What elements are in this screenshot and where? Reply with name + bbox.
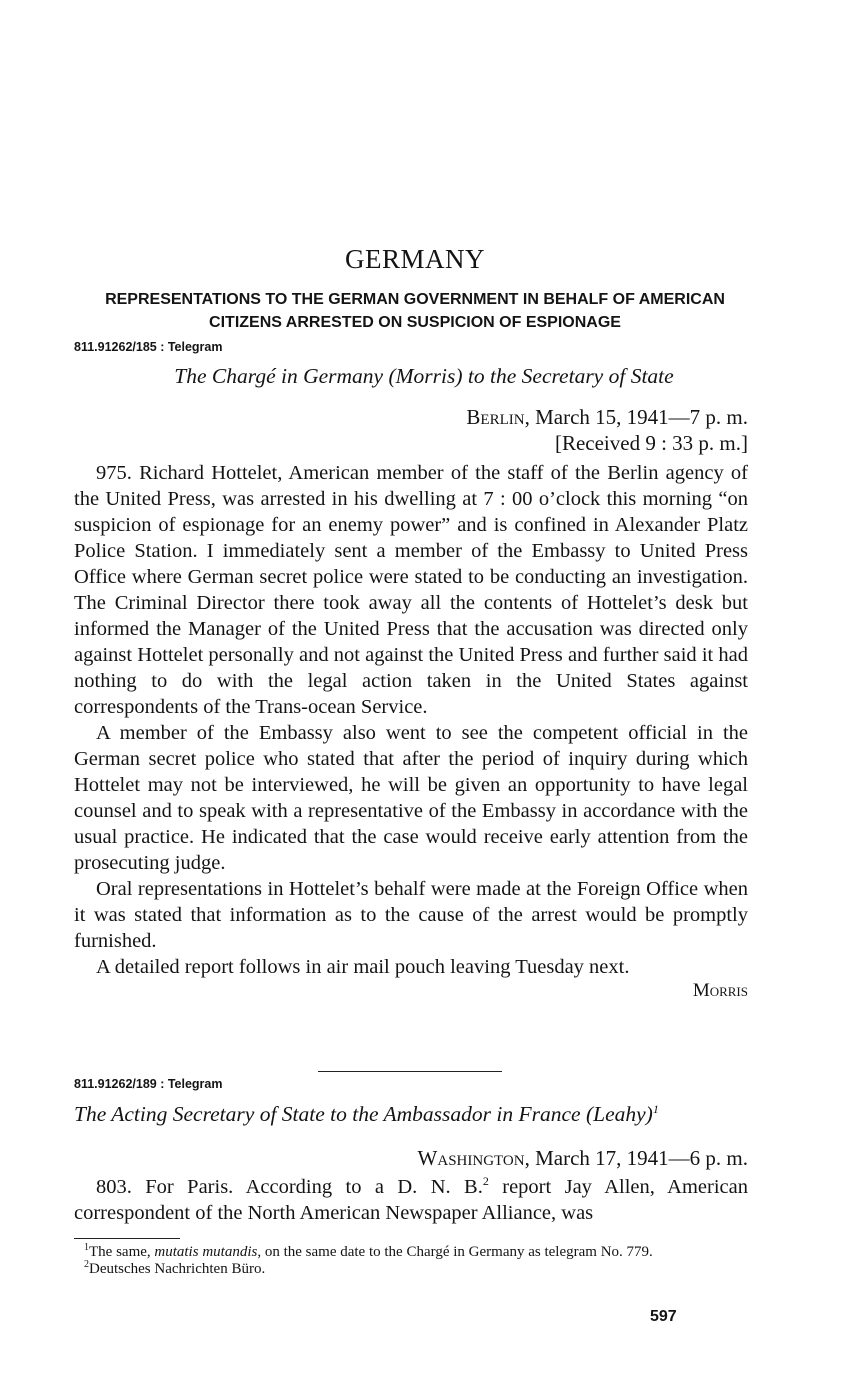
- signature: Morris: [692, 980, 748, 1001]
- paragraph-part: report Jay Allen, American correspondent of the North American Newspaper Alliance, was: [74, 1176, 748, 1224]
- received-time: [Received 9 : 33 p. m.]: [554, 431, 748, 455]
- telegram-body-1: [74, 460, 748, 1002]
- heading-text: The Acting Secretary of State to the Ambassador in France (Leahy): [74, 1102, 653, 1126]
- file-reference-2: 811.91262/189 : Telegram: [74, 1077, 223, 1091]
- dateline-place: Berlin: [466, 405, 525, 429]
- paragraph: A member of the Embassy also went to see the competent official in the German secret police who stated that after the period of inquiry during which Hottelet may not be interviewed, he will be given an opportunity to have legal counsel and to speak with a representative of the Embassy in accordance with the usual practice. He indicated that the case would receive early attention from the prosecuting judge.: [74, 722, 748, 874]
- paragraph: Oral representations in Hottelet’s behalf were made at the Foreign Office when it was stated that information as to the cause of the arrest would be promptly furnished.: [74, 878, 748, 952]
- page-number: 597: [650, 1308, 677, 1325]
- dateline-date: , March 15, 1941—7 p. m.: [524, 405, 748, 429]
- footnote-mark: 2: [84, 1259, 89, 1270]
- footnote-ref: 2: [482, 1174, 489, 1189]
- section-title: GERMANY: [344, 244, 485, 274]
- footnote-ref: 1: [652, 1101, 659, 1116]
- footnote-2: $^2$Deutsches Nachrichten Büro.: [84, 1259, 266, 1277]
- footnote-1: $^1$The same, mutatis mutandis, on the same date to the Chargé in Germany as telegram No. 779.: [84, 1242, 653, 1260]
- document-heading-2: [74, 1102, 764, 1127]
- paragraph-part: 803. For Paris. According to a D. N. B.: [96, 1176, 483, 1198]
- footnote-mark: 1: [84, 1242, 89, 1253]
- paragraph: 975. Richard Hottelet, American member of the staff of the Berlin agency of the United Press, was arrested in his dwelling at 7 : 00 o’clock this morning “on suspicion of espionage for an enemy power” and is confined in Alexander Platz Police Station. I immediately sent a member of the Embassy to United Press Office where German secret police were stated to be conducting an investigation. The Criminal Director there took away all the contents of Hottelet’s desk but informed the Manager of the United Press that the accusation was directed only against Hottelet personally and not against the United Press and further said it had nothing to do with the legal action taken in the United States against correspondents of the Trans-ocean Service.: [74, 462, 748, 718]
- section-divider: [318, 1071, 502, 1072]
- document-heading-1: The Chargé in Germany (Morris) to the Secretary of State: [174, 364, 674, 388]
- paragraph: A detailed report follows in air mail pouch leaving Tuesday next.: [96, 956, 630, 978]
- dateline-2: [300, 1145, 748, 1171]
- telegram-body-2: [74, 1174, 748, 1226]
- footnotes: [74, 1242, 748, 1277]
- section-subtitle: REPRESENTATIONS TO THE GERMAN GOVERNMENT IN BEHALF OF AMERICAN CITIZENS ARRESTED ON SUSPICION OF ESPIONAGE: [105, 291, 725, 331]
- file-reference-1: 811.91262/185 : Telegram: [74, 340, 223, 354]
- dateline-date: , March 17, 1941—6 p. m.: [524, 1146, 748, 1170]
- dateline-place: Washington: [417, 1146, 525, 1170]
- footnote-rule: [74, 1238, 180, 1239]
- dateline-1: [300, 404, 748, 456]
